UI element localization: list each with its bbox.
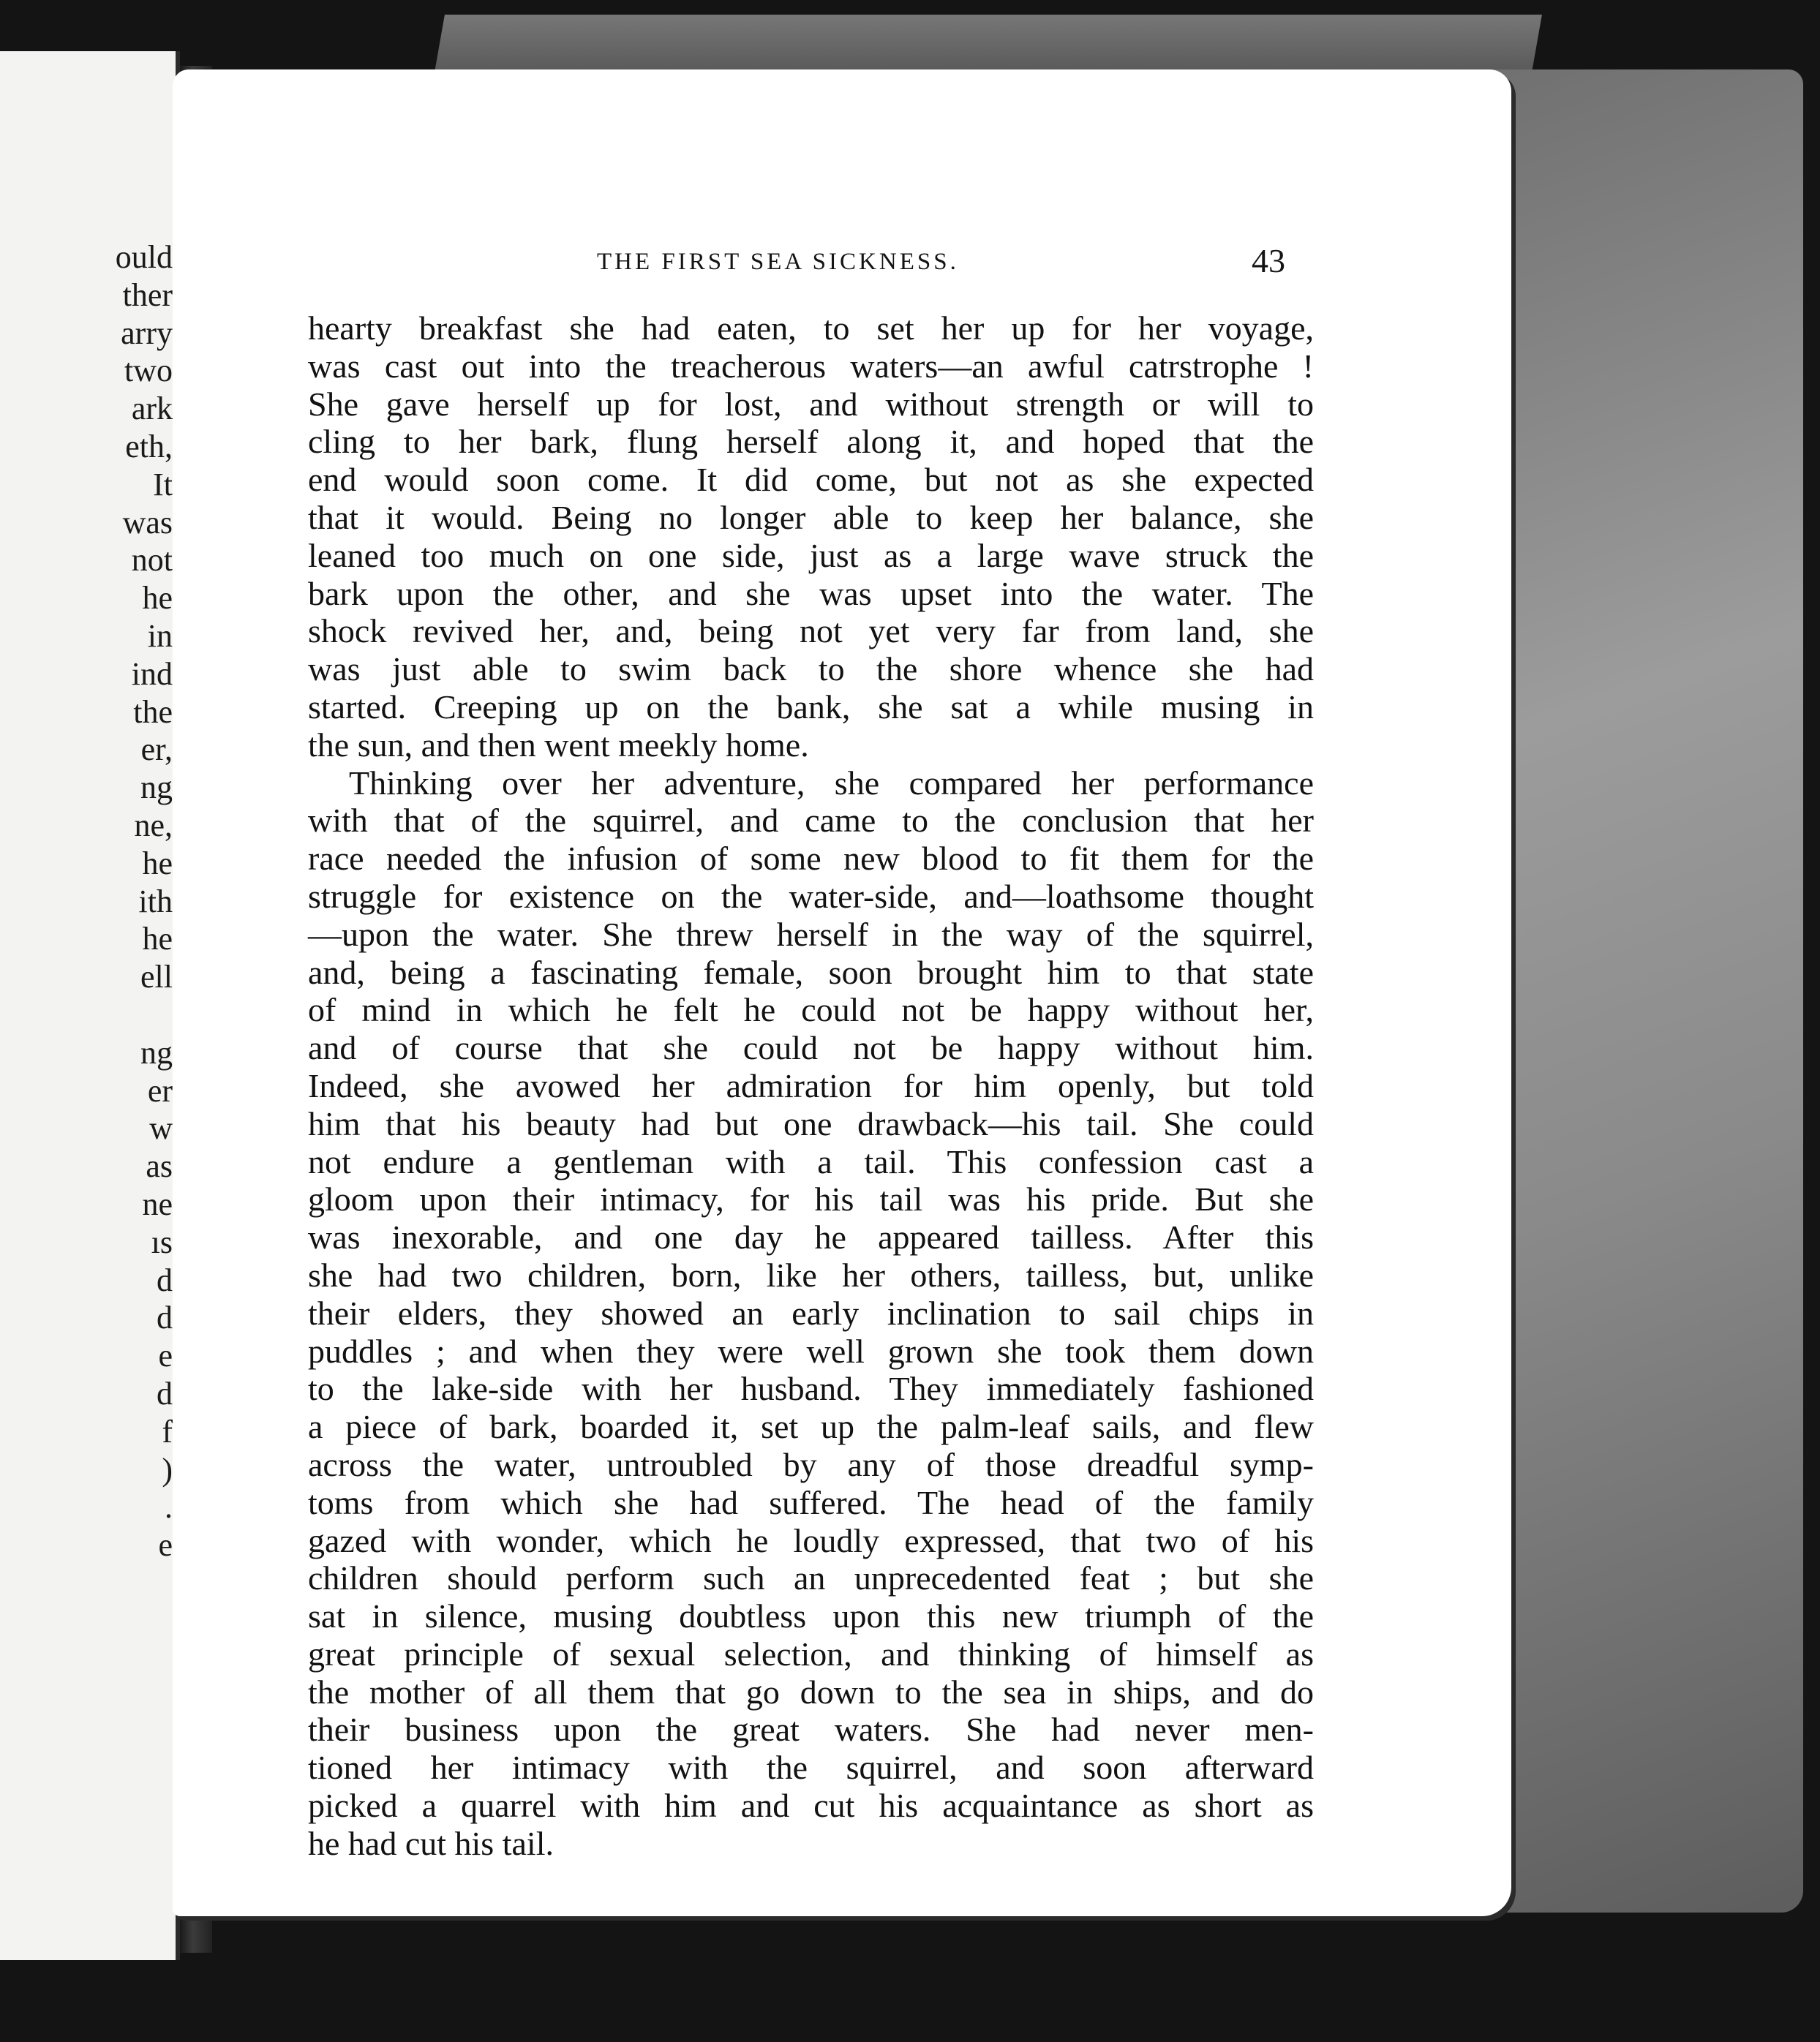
left-page-fragment: ark [131, 391, 173, 427]
left-page-fragment: d [157, 1300, 173, 1336]
left-page-fragment: ne [142, 1186, 173, 1222]
left-page-fragment: arry [121, 314, 173, 351]
text-line: toms from which she had suffered. The head of the family [308, 1483, 1314, 1521]
left-page-fragment: It [153, 466, 173, 502]
text-line: he had cut his tail. [308, 1824, 554, 1862]
left-page-fragment: d [157, 1376, 173, 1412]
text-line: a piece of bark, boarded it, set up the palm-leaf sails, and flew [308, 1408, 1314, 1446]
text-line: she had two children, born, like her others, tailless, but, unlike [308, 1256, 1314, 1294]
text-line: was just able to swim back to the shore whence she had [308, 650, 1314, 688]
text-line: —upon the water. She threw herself in the way of the squirrel, [308, 915, 1314, 953]
text-line: shock revived her, and, being not yet very far from land, she [308, 612, 1314, 650]
text-line: bark upon the other, and she was upset into the water. The [308, 574, 1314, 612]
text-line: end would soon come. It did come, but not as she expected [308, 461, 1314, 499]
text-line: that it would. Being no longer able to keep her balance, she [308, 498, 1314, 536]
text-line: picked a quarrel with him and cut his acquaintance as short as [308, 1787, 1314, 1825]
text-line: with that of the squirrel, and came to the conclusion that her [308, 802, 1314, 840]
text-line: gloom upon their intimacy, for his tail was his pride. But she [308, 1180, 1314, 1218]
paragraph [308, 309, 1314, 764]
left-page-fragment: he [142, 845, 173, 881]
left-page [0, 51, 180, 1960]
right-page [173, 69, 1511, 1916]
text-line: sat in silence, musing doubtless upon this new triumph of the [308, 1597, 1314, 1635]
left-page-fragment: er, [140, 731, 173, 768]
left-page-fragment: ) [162, 1451, 173, 1488]
text-line: was inexorable, and one day he appeared tailless. After this [308, 1218, 1314, 1257]
text-line: tioned her intimacy with the squirrel, and soon afterward [308, 1749, 1314, 1787]
left-page-fragment: e [158, 1527, 173, 1564]
text-line: the sun, and then went meekly home. [308, 726, 809, 764]
text-line: and, being a fascinating female, soon brought him to that state [308, 953, 1314, 991]
text-line: Thinking over her adventure, she compared her performance [349, 764, 1314, 802]
text-line: across the water, untroubled by any of those dreadful symp- [308, 1445, 1314, 1483]
left-page-fragment: ther [122, 276, 173, 313]
left-page-fragment: ne, [134, 807, 173, 843]
left-page-fragment: ould [115, 239, 173, 275]
left-page-fragment: ith [138, 883, 173, 919]
page-number: 43 [1252, 242, 1285, 279]
text-line: their business upon the great waters. She had never men- [308, 1711, 1314, 1749]
text-line: children should perform such an unprecedented feat ; but she [308, 1559, 1314, 1597]
left-page-fragment: d [157, 1262, 173, 1298]
left-page-fragment: in [147, 618, 173, 654]
left-page-fragment: as [146, 1148, 173, 1185]
text-line: of mind in which he felt he could not be happy without her, [308, 991, 1314, 1029]
text-line: him that his beauty had but one drawback—his tail. She could [308, 1104, 1314, 1142]
left-page-fragment: e [158, 1338, 173, 1374]
text-line: started. Creeping up on the bank, she sat a while musing in [308, 687, 1314, 726]
left-page-fragment: he [142, 580, 173, 617]
left-page-fragment: not [131, 542, 173, 579]
left-page-fragment: was [122, 504, 173, 540]
text-line: their elders, they showed an early inclination to sail chips in [308, 1294, 1314, 1332]
text-line: struggle for existence on the water-side, and—loathsome thought [308, 877, 1314, 915]
left-page-fragment: two [124, 353, 173, 389]
running-head: THE FIRST SEA SICKNESS. [597, 249, 959, 275]
text-line: to the lake-side with her husband. They immediately fashioned [308, 1370, 1314, 1408]
text-line: gazed with wonder, which he loudly expressed, that two of his [308, 1521, 1314, 1559]
left-page-fragment: ıs [151, 1224, 173, 1260]
left-page-fragment: f [162, 1413, 173, 1450]
text-line: great principle of sexual selection, and thinking of himself as [308, 1635, 1314, 1673]
text-line: race needed the infusion of some new blood to fit them for the [308, 840, 1314, 878]
left-page-fragment: the [133, 693, 173, 730]
text-line: cling to her bark, flung herself along it, and hoped that the [308, 423, 1314, 461]
left-page-fragment: er [147, 1072, 173, 1109]
left-page-fragment: ng [140, 769, 173, 806]
text-line: not endure a gentleman with a tail. This confession cast a [308, 1142, 1314, 1180]
left-page-fragment: w [149, 1110, 173, 1147]
text-line: leaned too much on one side, just as a large wave struck the [308, 536, 1314, 574]
body-text [308, 309, 1314, 1863]
left-page-fragment: ng [140, 1034, 173, 1071]
paragraph [308, 764, 1314, 1863]
text-line: was cast out into the treacherous waters—an awful catrstrophe ! [308, 347, 1314, 385]
text-line: the mother of all them that go down to the sea in ships, and do [308, 1673, 1314, 1711]
text-line: She gave herself up for lost, and without strength or will to [308, 385, 1314, 423]
left-page-fragment: eth, [125, 429, 173, 464]
text-line: hearty breakfast she had eaten, to set her up for her voyage, [308, 309, 1314, 347]
text-line: Indeed, she avowed her admiration for him openly, but told [308, 1066, 1314, 1104]
left-page-fragment: he [142, 921, 173, 957]
left-page-fragment: ell [140, 959, 173, 995]
left-page-fragment: . [165, 1489, 173, 1526]
left-page-fragment: ind [131, 655, 173, 692]
text-line: and of course that she could not be happy without him. [308, 1029, 1314, 1067]
text-line: puddles ; and when they were well grown she took them down [308, 1332, 1314, 1370]
